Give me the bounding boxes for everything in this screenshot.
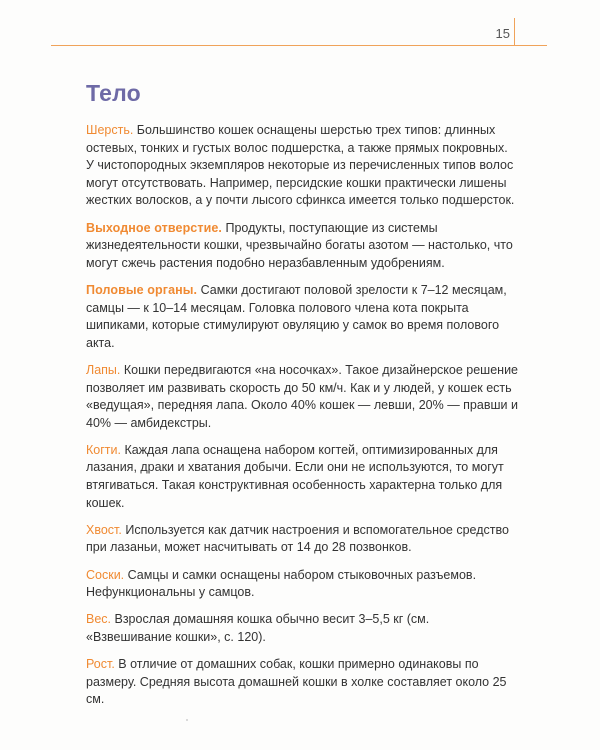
entry-term: Вес. (86, 612, 112, 627)
entry-weight (86, 611, 518, 646)
entry-text: Взрослая домашняя кошка обычно весит 3–5,5 кг (см. «Взвешивание кошки», с. 120). (86, 612, 430, 644)
entry-text: Кошки передвигаются «на носочках». Такое дизайнерское решение позволяет им развивать скорость до 50 км/ч. Как и у людей, у кошек есть «ведущая», передняя лапа. Около 40% кошек — левши, 20% — правши и 40% — амбидекстры. (86, 362, 519, 430)
page-number: 15 (495, 26, 510, 41)
entry-term: Лапы. (86, 362, 121, 377)
entry-term: Хвост. (86, 522, 122, 537)
entry-exit-opening (86, 220, 518, 273)
entry-claws (86, 442, 518, 512)
entry-term: Шерсть. (86, 123, 134, 137)
body-text (86, 122, 518, 719)
entry-term: Соски. (86, 567, 125, 582)
entry-height (86, 656, 518, 709)
entry-text: Самцы и самки оснащены набором стыковочных разъемов. Нефункциональны у самцов. (86, 567, 477, 600)
entry-term: Когти. (86, 442, 121, 457)
entry-text: Большинство кошек оснащены шерстью трех типов: длинных остевых, тонких и густых волос подшерстка, а также прямых покровных. У чистопородных экземпляров некоторые из перечисленных типов волос могут отсутствовать. Например, персидские кошки практически лишены жестких волосков, а у почти лысого сфинкса имеется только подшерсток. (86, 123, 515, 208)
entry-reproductive (86, 282, 518, 352)
entry-text: Самки достигают половой зрелости к 7–12 месяцам, самцы — к 10–14 месяцам. Головка полового члена кота покрыта шипиками, которые стимулируют овуляцию у самок во время полового акта. (86, 282, 507, 350)
entry-text: В отличие от домашних собак, кошки примерно одинаковы по размеру. Средняя высота домашней кошки в холке составляет около 25 см. (86, 657, 507, 707)
section-title: Тело (86, 80, 141, 106)
entry-nipples (86, 567, 518, 602)
entry-text: Каждая лапа оснащена набором когтей, оптимизированных для лазания, драки и хватания добычи. Если они не используются, то могут втягиваться. Такая конструктивная особенность характерна только для кошек. (86, 442, 504, 510)
entry-text: Продукты, поступающие из системы жизнедеятельности кошки, чрезвычайно богаты азотом — настолько, что могут сжечь растения подобно неразбавленным удобрениям. (86, 220, 513, 270)
entry-term: Половые органы. (86, 282, 198, 297)
entry-tail (86, 522, 518, 557)
entry-term: Рост. (86, 657, 115, 672)
header-divider (514, 18, 515, 45)
entry-paws (86, 362, 518, 432)
entry-term: Выходное отверстие. (86, 220, 222, 235)
page-mark (186, 719, 188, 721)
header-rule (51, 45, 547, 46)
entry-text: Используется как датчик настроения и вспомогательное средство при лазаньи, может насчитывать от 14 до 28 позвонков. (86, 522, 509, 555)
entry-fur (86, 122, 518, 210)
